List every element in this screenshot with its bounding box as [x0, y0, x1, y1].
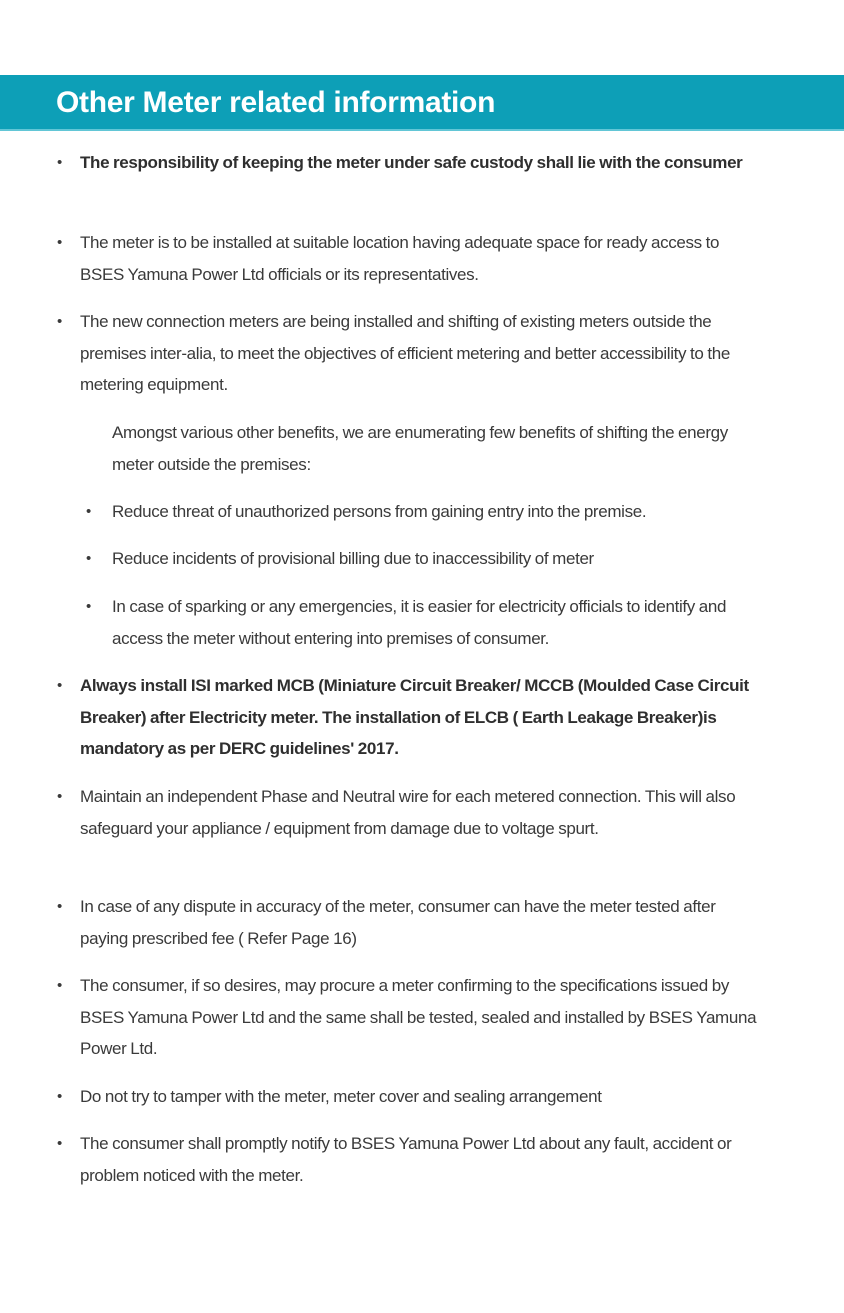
list-item-text: The consumer shall promptly notify to BSES Yamuna Power Ltd about any fault, accident or problem noticed with the meter. — [80, 1134, 732, 1185]
sub-item-text: In case of sparking or any emergencies, it is easier for electricity officials to identify and access the meter without entering into premises of consumer. — [112, 597, 727, 648]
sub-item-text: Reduce threat of unauthorized persons from gaining entry into the premise. — [112, 502, 647, 521]
bullet-icon: • — [86, 550, 92, 567]
list-item-text: Always install ISI marked MCB (Miniature Circuit Breaker/ MCCB (Moulded Case Circuit Breaker) after Electricity meter. The installation of ELCB ( Earth Leakage Breaker)is mandatory as per DERC guidelines' 2017. — [80, 676, 749, 758]
list-item-text: In case of any dispute in accuracy of the meter, consumer can have the meter tested after paying prescribed fee ( Refer Page 16) — [80, 897, 716, 948]
list-item-text: Do not try to tamper with the meter, meter cover and sealing arrangement — [80, 1087, 602, 1106]
list-item-text: The consumer, if so desires, may procure a meter confirming to the specifications issued by BSES Yamuna Power Ltd and the same shall be tested, sealed and installed by BSES Yamuna Power Ltd. — [80, 976, 757, 1058]
bullet-icon: • — [57, 1135, 63, 1152]
sub-item-text: Reduce incidents of provisional billing due to inaccessibility of meter — [112, 549, 594, 568]
bullet-icon: • — [57, 154, 63, 171]
list-item-text: The new connection meters are being installed and shifting of existing meters outside the premises inter-alia, to meet the objectives of efficient metering and better accessibility to the metering equipment. — [80, 312, 730, 394]
list-item-text: The meter is to be installed at suitable location having adequate space for ready access to BSES Yamuna Power Ltd officials or its representatives. — [80, 233, 720, 284]
bullet-icon: • — [57, 1088, 63, 1105]
bullet-icon: • — [57, 898, 63, 915]
bullet-icon: • — [86, 598, 92, 615]
bullet-icon: • — [57, 313, 63, 330]
bullet-icon: • — [57, 234, 63, 251]
list-item-text: The responsibility of keeping the meter under safe custody shall lie with the consumer — [80, 153, 743, 172]
paragraph-text: Amongst various other benefits, we are enumerating few benefits of shifting the energy meter outside the premises: — [112, 423, 728, 474]
page-title: Other Meter related information — [56, 86, 496, 119]
section-title-band — [0, 75, 844, 131]
list-item-text: Maintain an independent Phase and Neutral wire for each metered connection. This will also safeguard your appliance / equipment from damage due to voltage spurt. — [80, 787, 736, 838]
bullet-icon: • — [57, 677, 63, 694]
bullet-icon: • — [57, 788, 63, 805]
bullet-icon: • — [86, 503, 92, 520]
bullet-icon: • — [57, 977, 63, 994]
